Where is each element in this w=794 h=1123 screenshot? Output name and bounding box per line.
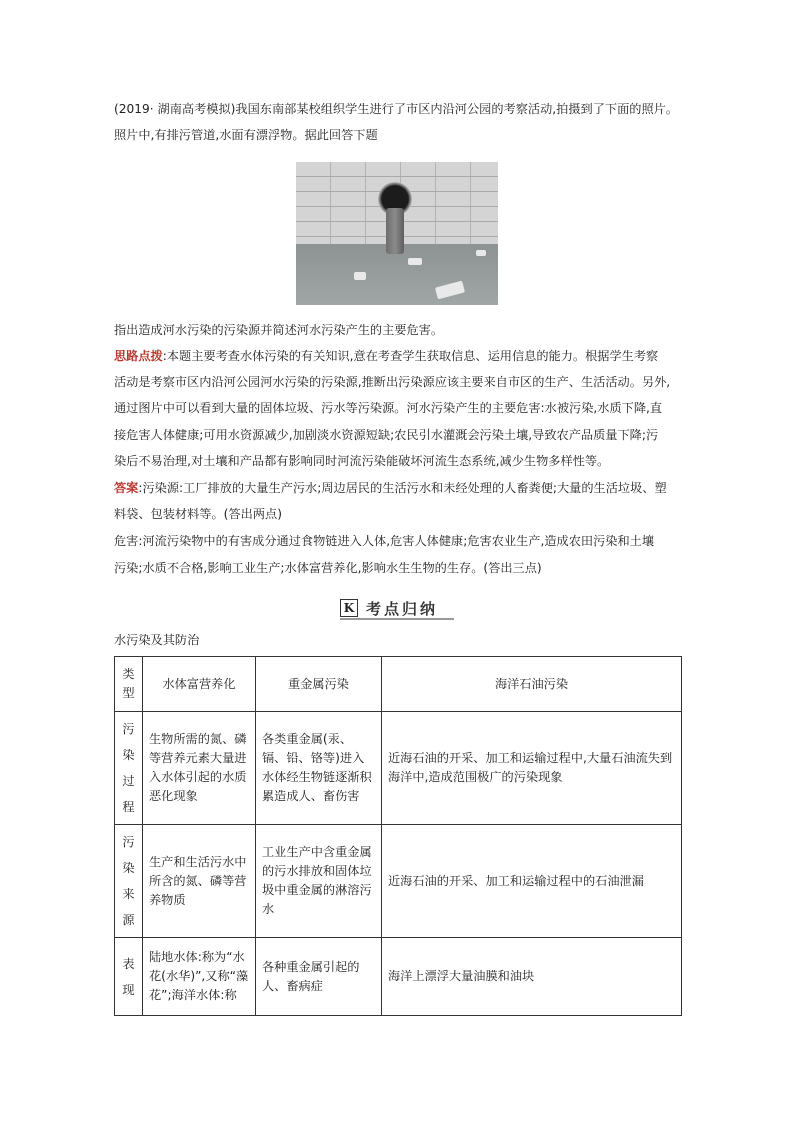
- section-subtitle: 水污染及其防治: [114, 633, 200, 647]
- table-row: [115, 712, 682, 825]
- answer-line4: 污染;水质不合格,影响工业生产;水体富营养化,影响水生生物的生存。(答出三点): [114, 561, 542, 575]
- answer-line2: 料袋、包装材料等。(答出两点): [114, 507, 282, 521]
- sewage-pipe-photo: [296, 162, 498, 305]
- answer-line3: 危害:河流污染物中的有害成分通过食物链进入人体,危害人体健康;危害农业生产,造成农田污染和土壤: [114, 534, 655, 548]
- section-title: 考点归纳: [366, 600, 439, 618]
- answer-line1: [114, 480, 667, 496]
- question-intro-line2: 照片中,有排污管道,水面有漂浮物。据此回答下题: [114, 128, 378, 142]
- header-heavy-metal: 重金属污染: [256, 657, 382, 712]
- row-category: 表 现: [115, 938, 143, 1016]
- table-header-row: [115, 657, 682, 712]
- water-pollution-table: [114, 656, 682, 1016]
- cell-oil: 近海石油的开采、加工和运输过程中的石油泄漏: [382, 825, 682, 938]
- analysis-line5: 染后不易治理,对土壤和产品都有影响同时河流污染能破坏河流生态系统,减少生物多样性等。: [114, 454, 610, 468]
- cell-eutrophication: 陆地水体:称为“水花(水华)”,又称“藻花”;海洋水体:称: [143, 938, 256, 1016]
- question-prompt: 指出造成河水污染的污染源并简述河水污染产生的主要危害。: [114, 323, 444, 337]
- cell-heavy-metal: 工业生产中含重金属的污水排放和固体垃圾中重金属的淋溶污水: [256, 825, 382, 938]
- header-eutrophication: 水体富营养化: [143, 657, 256, 712]
- header-type: 类 型: [115, 657, 143, 712]
- section-banner: [340, 598, 454, 620]
- floating-debris: [408, 258, 422, 265]
- analysis-label: 思路点拨: [114, 349, 163, 363]
- cell-heavy-metal: 各种重金属引起的人、畜病症: [256, 938, 382, 1016]
- table-row: [115, 938, 682, 1016]
- floating-debris: [476, 250, 486, 256]
- analysis-line2: 活动是考察市区内沿河公园河水污染的污染源,推断出污染源应该主要来自市区的生产、生活活动。另外,: [114, 375, 671, 389]
- row-category: 污 染 来 源: [115, 825, 143, 938]
- cell-oil: 近海石油的开采、加工和运输过程中,大量石油流失到海洋中,造成范围极广的污染现象: [382, 712, 682, 825]
- k-icon: K: [340, 599, 358, 617]
- analysis-line4: 接危害人体健康;可用水资源减少,加剧淡水资源短缺;农民引水灌溉会污染土壤,导致农产品质量下降;污: [114, 428, 659, 442]
- cell-oil: 海洋上漂浮大量油膜和油块: [382, 938, 682, 1016]
- analysis-text: :本题主要考查水体污染的有关知识,意在考查学生获取信息、运用信息的能力。根据学生考察: [162, 349, 659, 363]
- cell-heavy-metal: 各类重金属(汞、镉、铅、铬等)进入水体经生物链逐渐积累造成人、畜伤害: [256, 712, 382, 825]
- cell-eutrophication: 生产和生活污水中所含的氮、磷等营养物质: [143, 825, 256, 938]
- answer-label: 答案: [114, 481, 139, 495]
- table-row: [115, 825, 682, 938]
- analysis-line1: [114, 348, 658, 364]
- cell-eutrophication: 生物所需的氮、磷等营养元素大量进入水体引起的水质恶化现象: [143, 712, 256, 825]
- header-oil: 海洋石油污染: [382, 657, 682, 712]
- sewage-outflow: [386, 208, 404, 254]
- floating-debris: [354, 272, 366, 280]
- row-category: 污 染 过 程: [115, 712, 143, 825]
- answer-text: :污染源:工厂排放的大量生产污水;周边居民的生活污水和未经处理的人畜粪便;大量的生活垃圾、塑: [138, 481, 667, 495]
- question-intro-line1: (2019· 湖南高考模拟)我国东南部某校组织学生进行了市区内沿河公园的考察活动,拍摄到了下面的照片。: [114, 102, 679, 116]
- analysis-line3: 通过图片中可以看到大量的固体垃圾、污水等污染源。河水污染产生的主要危害:水被污染,水质下降,直: [114, 401, 663, 415]
